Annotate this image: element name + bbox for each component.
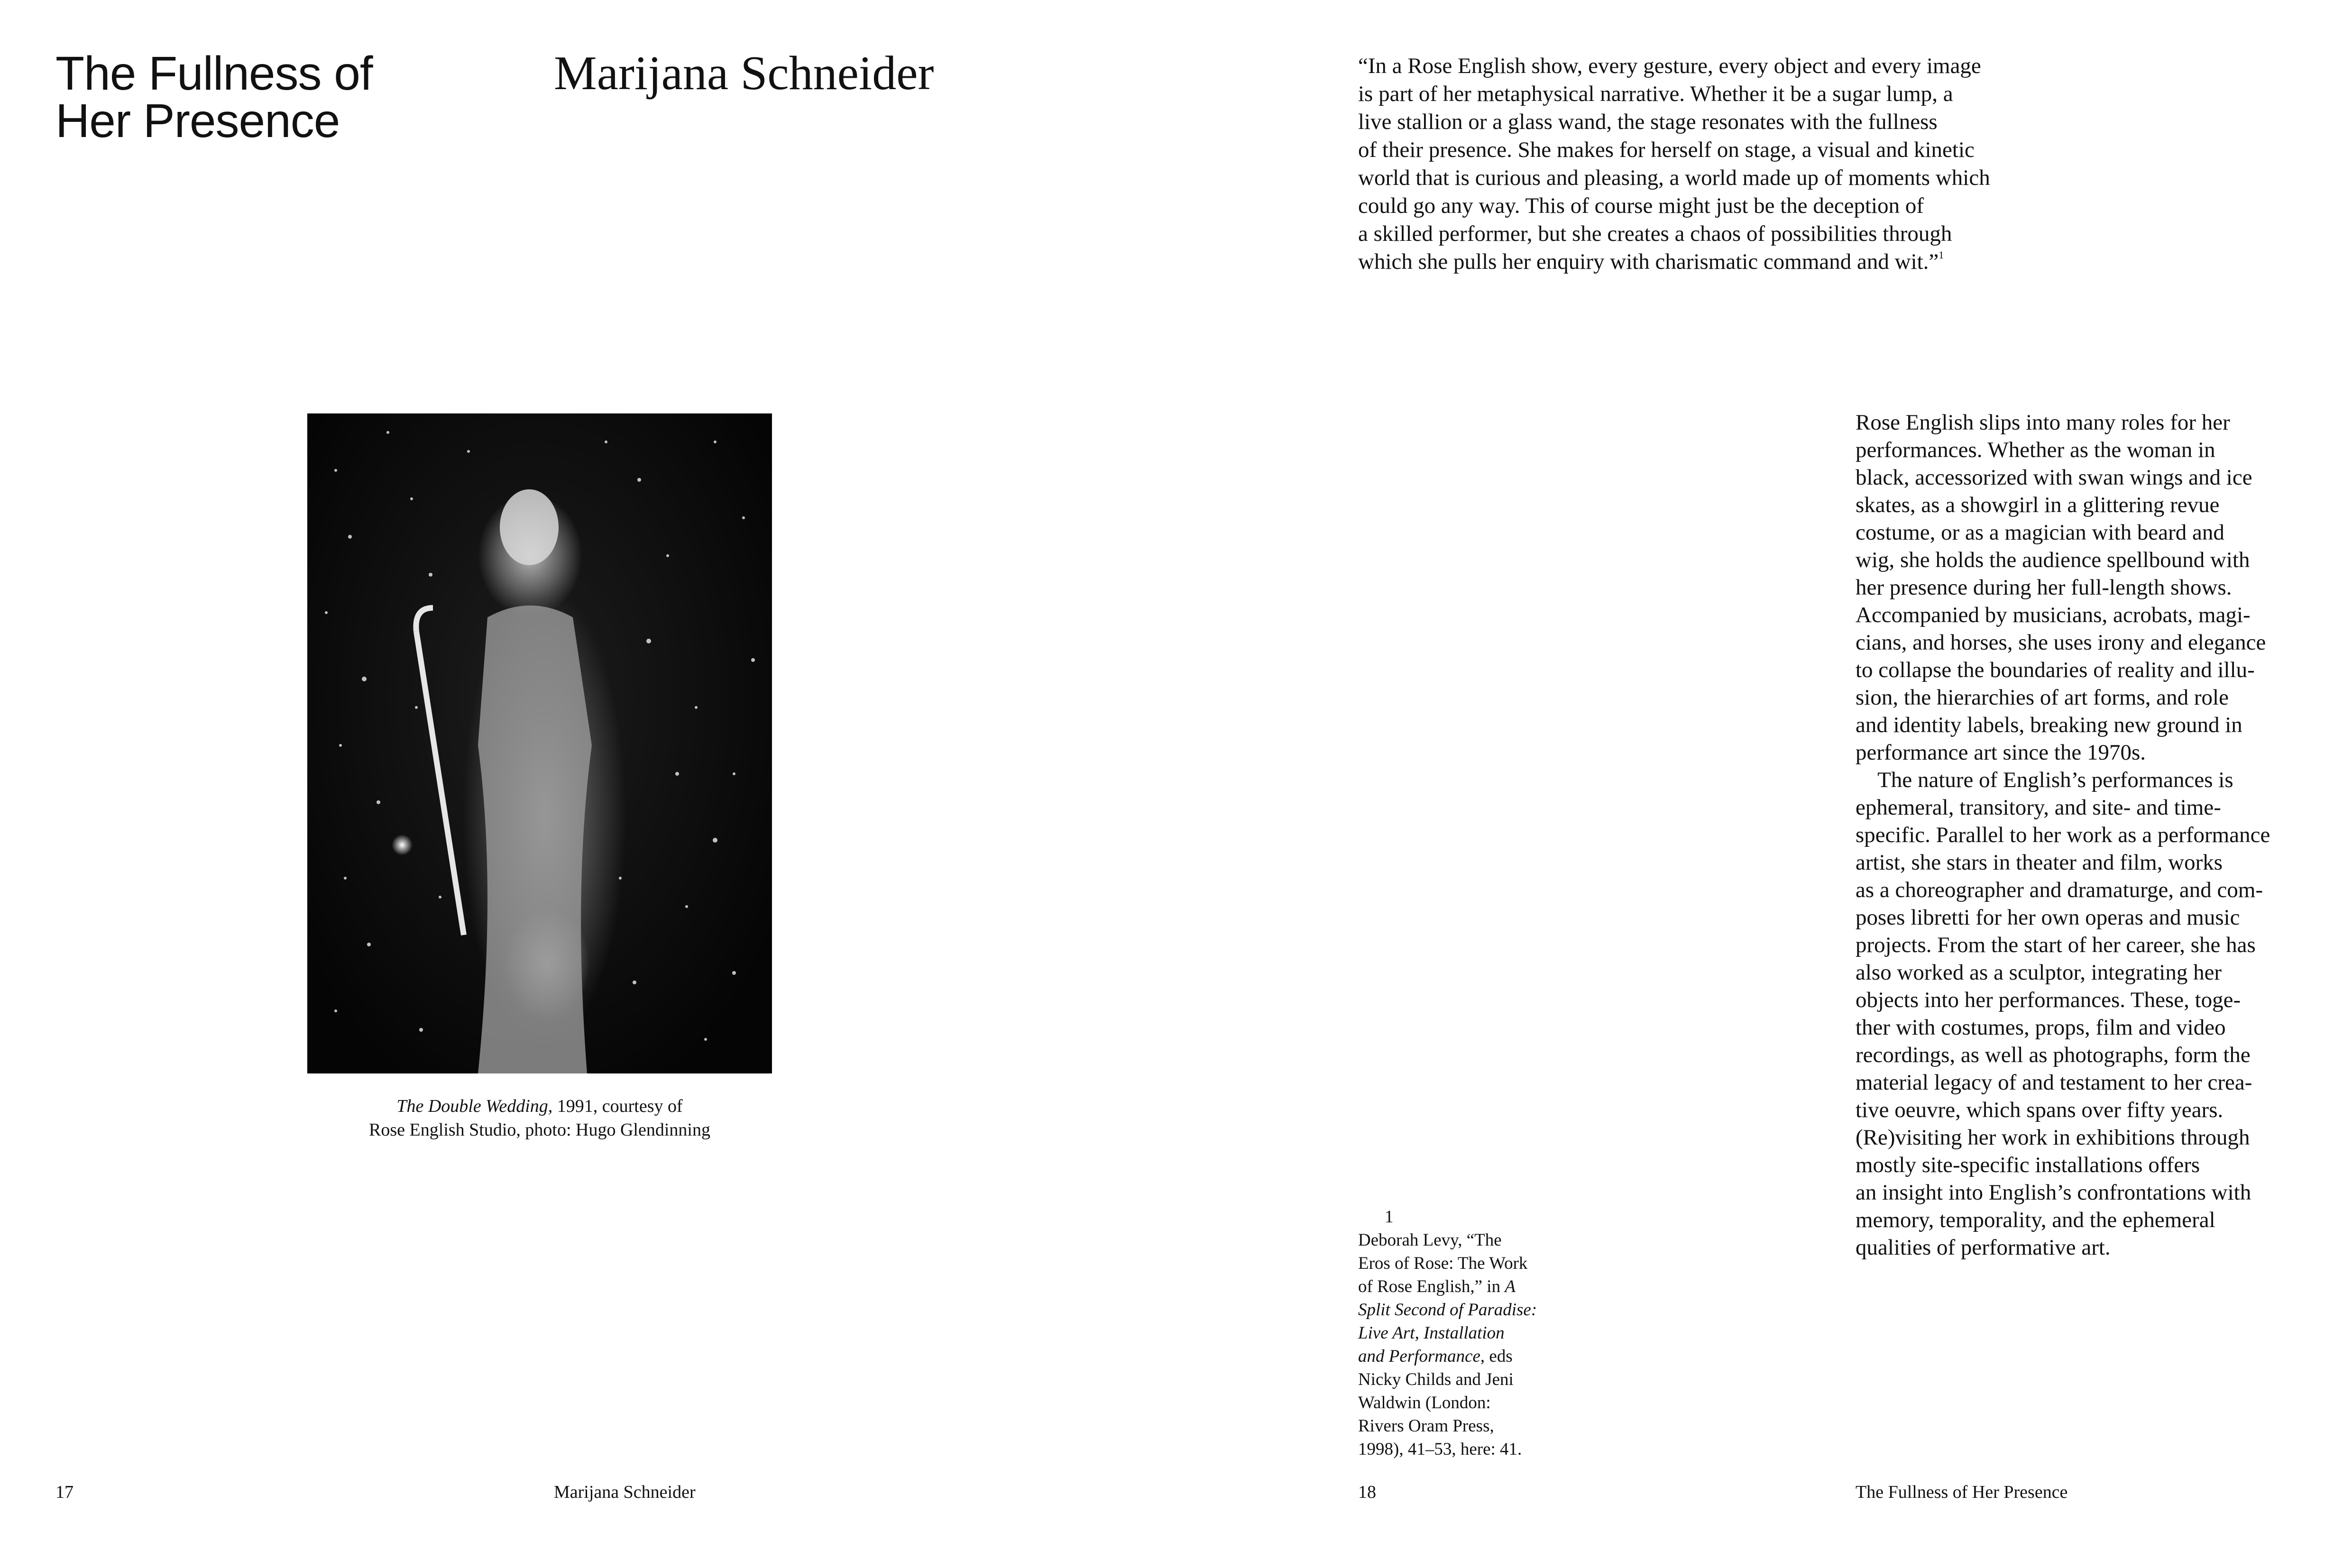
- body-line: to collapse the boundaries of reality and illu-: [1856, 658, 2255, 682]
- figure-dress: [478, 605, 592, 1073]
- body-line: (Re)visiting her work in exhibitions through: [1856, 1125, 2250, 1150]
- author-name: Marijana Schneider: [554, 46, 934, 100]
- footnote-line: Live Art, Installation: [1358, 1323, 1505, 1343]
- page-number-right: 18: [1358, 1482, 1376, 1502]
- body-line: her presence during her full-length shows.: [1856, 575, 2232, 600]
- photo-illustration: [307, 413, 772, 1073]
- footnote-reference[interactable]: 1: [1939, 249, 1944, 261]
- body-line: as a choreographer and dramaturge, and com-: [1856, 878, 2263, 902]
- footnote: [1358, 1205, 1537, 1461]
- caption-line: Rose English Studio, photo: Hugo Glendinning: [369, 1120, 710, 1140]
- body-text: [1856, 409, 2270, 1261]
- body-line: specific. Parallel to her work as a performance: [1856, 823, 2270, 847]
- glass-wand: [416, 632, 464, 935]
- body-line: performances. Whether as the woman in: [1856, 438, 2215, 462]
- figure-head: [500, 489, 559, 565]
- body-line: also worked as a sculptor, integrating her: [1856, 960, 2222, 985]
- body-line: Rose English slips into many roles for her: [1856, 410, 2230, 435]
- footnote-line: Eros of Rose: The Work: [1358, 1254, 1528, 1273]
- body-line: wig, she holds the audience spellbound with: [1856, 548, 2250, 572]
- footnote-line: Waldwin (London:: [1358, 1393, 1491, 1412]
- photo-caption: [307, 1094, 772, 1142]
- wand-hook: [416, 608, 433, 632]
- body-line: costume, or as a magician with beard and: [1856, 520, 2224, 545]
- body-line: mostly site-specific installations offers: [1856, 1153, 2200, 1177]
- quote-line: live stallion or a glass wand, the stage resonates with the fullness: [1358, 110, 1938, 134]
- body-line: memory, temporality, and the ephemeral: [1856, 1208, 2215, 1232]
- quote-line-text: which she pulls her enquiry with charismatic command and wit.”: [1358, 249, 1939, 274]
- footnote-line: Nicky Childs and Jeni: [1358, 1370, 1514, 1389]
- performance-photo: [307, 413, 772, 1073]
- caption-artwork-title: The Double Wedding,: [396, 1096, 553, 1116]
- article-title: [55, 47, 373, 147]
- running-head-left: Marijana Schneider: [554, 1482, 696, 1502]
- body-line: material legacy of and testament to her crea-: [1856, 1070, 2252, 1095]
- caption-line: [307, 1094, 772, 1118]
- caption-credit: 1991, courtesy of: [552, 1096, 683, 1116]
- body-line: performance art since the 1970s.: [1856, 740, 2146, 765]
- footnote-line: Split Second of Paradise:: [1358, 1300, 1537, 1320]
- page-number-left: 17: [55, 1482, 74, 1502]
- epigraph-quote: [1358, 52, 1990, 276]
- body-line: sion, the hierarchies of art forms, and role: [1856, 685, 2229, 710]
- footnote-line: Deborah Levy, “The: [1358, 1230, 1502, 1250]
- quote-line: [1358, 248, 1990, 276]
- running-head-right: The Fullness of Her Presence: [1856, 1482, 2068, 1502]
- body-line: The nature of English’s performances is: [1856, 768, 2233, 792]
- quote-line: of their presence. She makes for herself on stage, a visual and kinetic: [1358, 138, 1975, 162]
- quote-line: “In a Rose English show, every gesture, every object and every image: [1358, 54, 1981, 78]
- body-line: cians, and horses, she uses irony and elegance: [1856, 630, 2266, 655]
- body-line: poses libretti for her own operas and music: [1856, 905, 2240, 930]
- body-line: recordings, as well as photographs, form the: [1856, 1043, 2251, 1067]
- footnote-line: 1998), 41–53, here: 41.: [1358, 1440, 1522, 1459]
- footnote-line: and Performance, eds: [1358, 1347, 1513, 1366]
- quote-line: could go any way. This of course might just be the deception of: [1358, 193, 1924, 218]
- body-line: black, accessorized with swan wings and ice: [1856, 465, 2252, 490]
- footnote-number: 1: [1385, 1207, 1394, 1227]
- body-line: an insight into English’s confrontations with: [1856, 1180, 2251, 1205]
- quote-line: world that is curious and pleasing, a world made up of moments which: [1358, 165, 1990, 190]
- article-title-line: The Fullness of: [55, 47, 373, 100]
- footnote-line: of Rose English,” in A: [1358, 1277, 1516, 1296]
- body-line: and identity labels, breaking new ground in: [1856, 713, 2242, 737]
- body-line: tive oeuvre, which spans over fifty years.: [1856, 1098, 2223, 1122]
- quote-line: a skilled performer, but she creates a chaos of possibilities through: [1358, 221, 1952, 246]
- body-line: objects into her performances. These, toge-: [1856, 988, 2241, 1012]
- body-line: ther with costumes, props, film and video: [1856, 1015, 2226, 1040]
- footnote-line: Rivers Oram Press,: [1358, 1416, 1494, 1436]
- body-line: artist, she stars in theater and film, works: [1856, 850, 2223, 875]
- article-title-line: Her Presence: [55, 94, 340, 147]
- quote-line: is part of her metaphysical narrative. Whether it be a sugar lump, a: [1358, 82, 1953, 106]
- body-line: skates, as a showgirl in a glittering revue: [1856, 493, 2220, 517]
- body-line: qualities of performative art.: [1856, 1235, 2111, 1260]
- body-line: ephemeral, transitory, and site- and time-: [1856, 795, 2221, 820]
- body-line: Accompanied by musicians, acrobats, magi-: [1856, 603, 2251, 627]
- body-line: projects. From the start of her career, she has: [1856, 933, 2256, 957]
